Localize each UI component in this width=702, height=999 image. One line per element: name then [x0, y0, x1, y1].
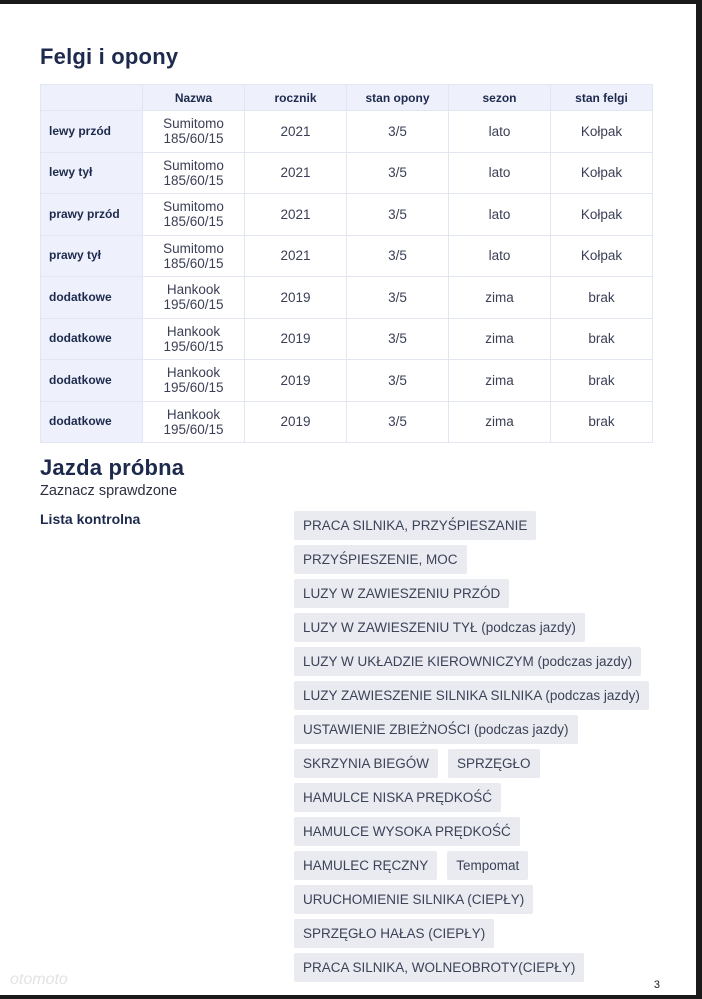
table-header-row — [41, 85, 653, 111]
checklist-chip[interactable]: HAMULCE NISKA PRĘDKOŚĆ — [294, 783, 501, 812]
table-row — [41, 111, 653, 153]
year-cell: 2019 — [245, 277, 347, 319]
year-cell: 2019 — [245, 318, 347, 360]
tyre-condition-cell: 3/5 — [347, 111, 449, 153]
checklist-chip[interactable]: LUZY W UKŁADZIE KIEROWNICZYM (podczas jazdy) — [294, 647, 641, 676]
row-position: prawy przód — [41, 194, 143, 236]
header-tyre-condition: stan opony — [347, 85, 449, 111]
tyre-condition-cell: 3/5 — [347, 318, 449, 360]
checklist-chip[interactable]: SPRZĘGŁO — [448, 749, 540, 778]
tyre-size: 185/60/15 — [163, 255, 224, 271]
tyre-size: 195/60/15 — [163, 421, 224, 437]
row-position: dodatkowe — [41, 318, 143, 360]
checklist — [40, 511, 652, 982]
rim-condition-cell: brak — [551, 360, 653, 402]
page-number: 3 — [653, 979, 660, 991]
tyre-name-cell — [143, 235, 245, 277]
table-row — [41, 401, 653, 443]
tyre-name-cell — [143, 318, 245, 360]
watermark: otomoto — [10, 971, 68, 988]
checklist-chip[interactable]: SPRZĘGŁO HAŁAS (CIEPŁY) — [294, 919, 494, 948]
year-cell: 2021 — [245, 111, 347, 153]
checklist-chip[interactable]: HAMULEC RĘCZNY — [294, 851, 437, 880]
table-row — [41, 194, 653, 236]
tyre-size: 195/60/15 — [163, 380, 224, 396]
tyre-brand: Hankook — [166, 323, 221, 339]
table-row — [41, 318, 653, 360]
test-drive-section — [40, 455, 652, 982]
row-position: prawy tył — [41, 235, 143, 277]
tyres-table — [40, 84, 653, 443]
tyres-section — [40, 44, 652, 443]
tyre-name-cell — [143, 194, 245, 236]
checklist-chip[interactable]: SKRZYNIA BIEGÓW — [294, 749, 438, 778]
tyre-name-cell — [143, 401, 245, 443]
checklist-chip[interactable]: HAMULCE WYSOKA PRĘDKOŚĆ — [294, 817, 520, 846]
table-row — [41, 277, 653, 319]
row-position: dodatkowe — [41, 360, 143, 402]
checklist-chip[interactable]: USTAWIENIE ZBIEŻNOŚCI (podczas jazdy) — [294, 715, 578, 744]
year-cell: 2019 — [245, 360, 347, 402]
top-border — [0, 0, 702, 4]
season-cell: lato — [449, 111, 551, 153]
checklist-chip[interactable]: LUZY W ZAWIESZENIU PRZÓD — [294, 579, 509, 608]
season-cell: lato — [449, 152, 551, 194]
tyre-name-cell — [143, 277, 245, 319]
tyre-name-cell — [143, 152, 245, 194]
table-row — [41, 152, 653, 194]
table-row — [41, 235, 653, 277]
row-position: dodatkowe — [41, 401, 143, 443]
rim-condition-cell: Kołpak — [551, 111, 653, 153]
rim-condition-cell: Kołpak — [551, 152, 653, 194]
tyre-brand: Hankook — [166, 365, 221, 381]
season-cell: zima — [449, 277, 551, 319]
row-position: lewy przód — [41, 111, 143, 153]
season-cell: zima — [449, 318, 551, 360]
rim-condition-cell: brak — [551, 401, 653, 443]
tyre-brand: Sumitomo — [163, 116, 224, 132]
rim-condition-cell: brak — [551, 318, 653, 360]
tyre-brand: Hankook — [166, 406, 221, 422]
tyre-brand: Sumitomo — [163, 199, 224, 215]
tyre-size: 185/60/15 — [163, 214, 224, 230]
tyre-brand: Sumitomo — [163, 240, 224, 256]
checklist-items — [294, 511, 654, 982]
season-cell: zima — [449, 360, 551, 402]
checklist-chip[interactable]: Tempomat — [447, 851, 528, 880]
year-cell: 2021 — [245, 194, 347, 236]
checklist-label: Lista kontrolna — [40, 511, 141, 527]
checklist-chip[interactable]: URUCHOMIENIE SILNIKA (CIEPŁY) — [294, 885, 533, 914]
header-rim-condition: stan felgi — [551, 85, 653, 111]
tyre-condition-cell: 3/5 — [347, 194, 449, 236]
rim-condition-cell: Kołpak — [551, 235, 653, 277]
right-border — [696, 0, 702, 999]
checklist-chip[interactable]: PRZYŚPIESZENIE, MOC — [294, 545, 467, 574]
tyre-brand: Sumitomo — [163, 157, 224, 173]
tyre-condition-cell: 3/5 — [347, 360, 449, 402]
bottom-border — [0, 995, 702, 999]
season-cell: lato — [449, 235, 551, 277]
tyre-size: 195/60/15 — [163, 297, 224, 313]
tyre-condition-cell: 3/5 — [347, 401, 449, 443]
checklist-chip[interactable]: LUZY ZAWIESZENIE SILNIKA SILNIKA (podczas jazdy) — [294, 681, 649, 710]
tyre-size: 185/60/15 — [163, 172, 224, 188]
tyre-name-cell — [143, 111, 245, 153]
rim-condition-cell: Kołpak — [551, 194, 653, 236]
test-drive-subtitle: Zaznacz sprawdzone — [40, 483, 178, 499]
checklist-chip[interactable]: PRACA SILNIKA, PRZYŚPIESZANIE — [294, 511, 536, 540]
row-position: dodatkowe — [41, 277, 143, 319]
tyre-condition-cell: 3/5 — [347, 152, 449, 194]
checklist-chip[interactable]: PRACA SILNIKA, WOLNEOBROTY(CIEPŁY) — [294, 953, 584, 982]
table-row — [41, 360, 653, 402]
season-cell: zima — [449, 401, 551, 443]
year-cell: 2021 — [245, 235, 347, 277]
year-cell: 2019 — [245, 401, 347, 443]
header-season: sezon — [449, 85, 551, 111]
row-position: lewy tył — [41, 152, 143, 194]
tyre-size: 195/60/15 — [163, 338, 224, 354]
checklist-chip[interactable]: LUZY W ZAWIESZENIU TYŁ (podczas jazdy) — [294, 613, 585, 642]
test-drive-title: Jazda próbna — [40, 455, 185, 480]
tyre-condition-cell: 3/5 — [347, 277, 449, 319]
tyre-size: 185/60/15 — [163, 131, 224, 147]
document-page — [40, 44, 652, 982]
tyre-condition-cell: 3/5 — [347, 235, 449, 277]
header-name: Nazwa — [143, 85, 245, 111]
tyre-brand: Hankook — [166, 282, 221, 298]
tyres-title: Felgi i opony — [40, 44, 179, 69]
rim-condition-cell: brak — [551, 277, 653, 319]
year-cell: 2021 — [245, 152, 347, 194]
season-cell: lato — [449, 194, 551, 236]
header-corner — [41, 85, 143, 111]
header-year: rocznik — [245, 85, 347, 111]
tyre-name-cell — [143, 360, 245, 402]
